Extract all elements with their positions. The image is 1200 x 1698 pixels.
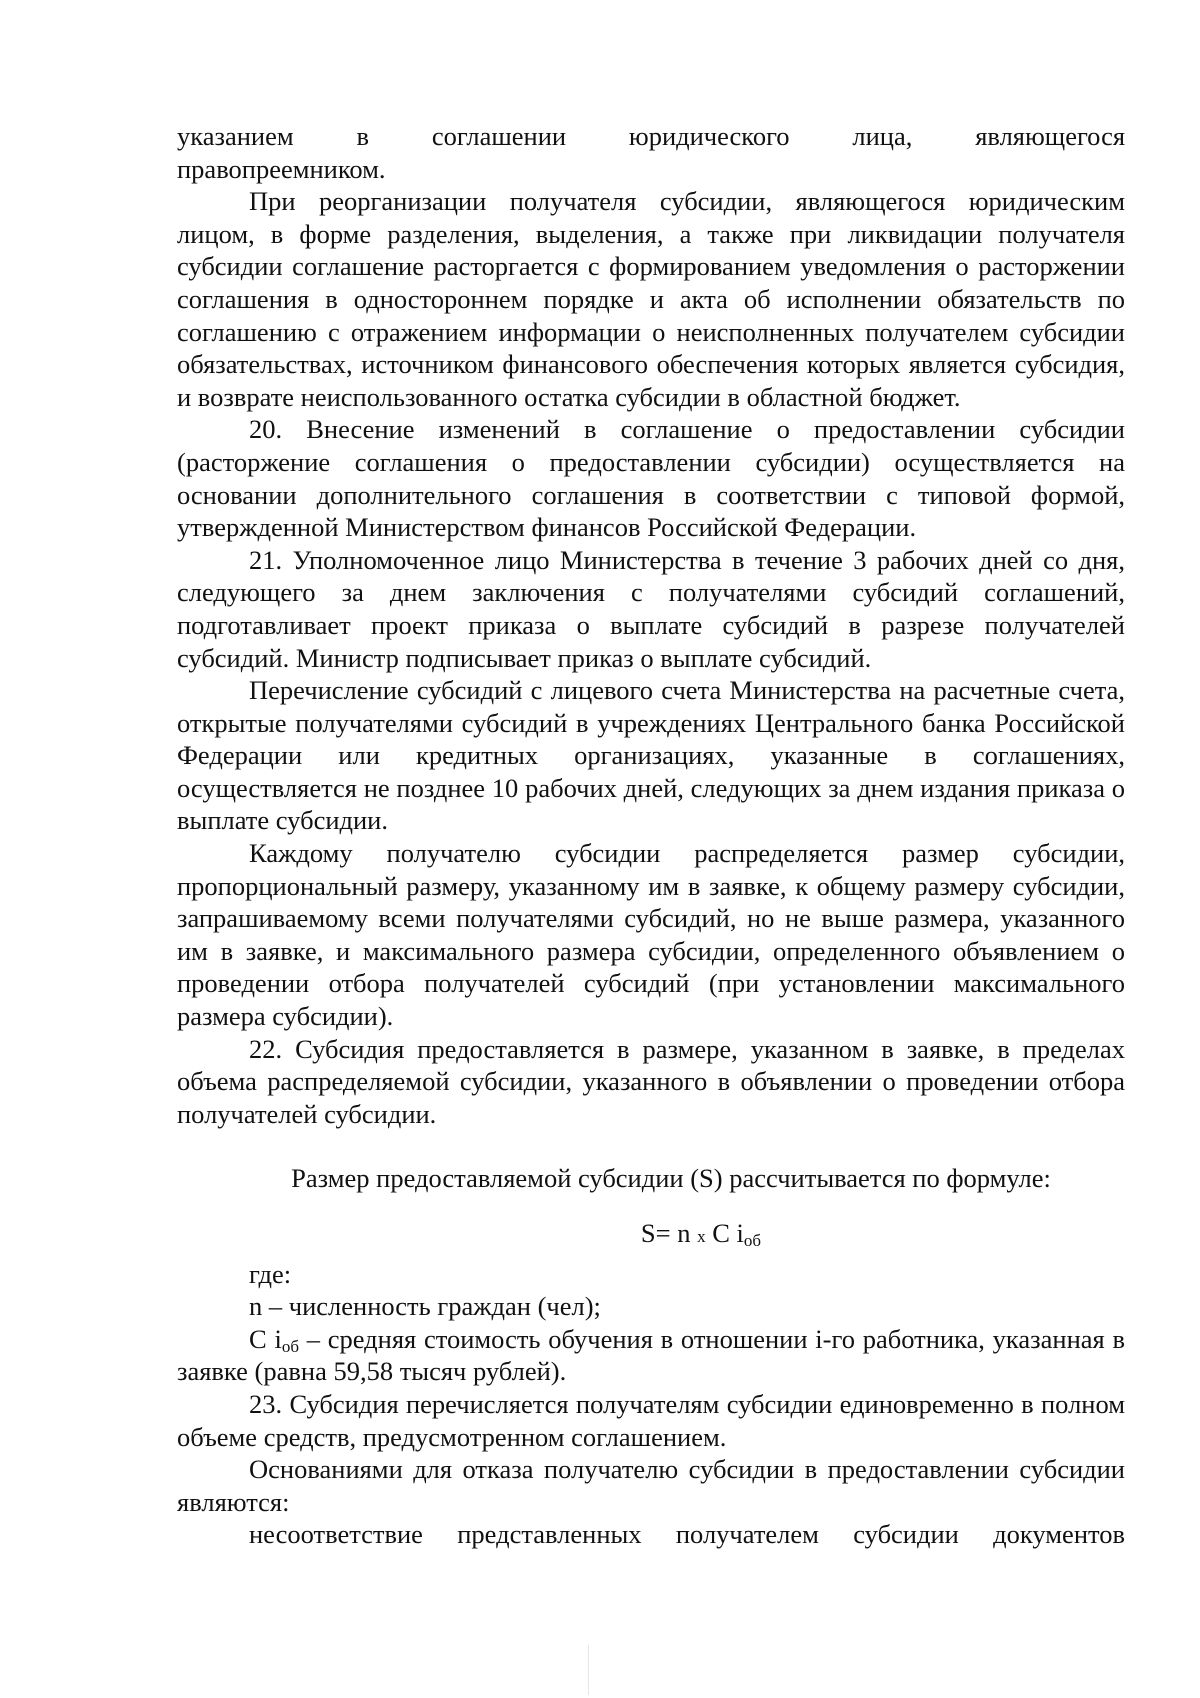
- formula-title: Размер предоставляемой субсидии (S) рассчитывается по формуле:: [291, 1163, 1051, 1194]
- paragraph-20: 20. Внесение изменений в соглашение о предоставлении субсидии (расторжение соглашения о предоставлении субсидии) осуществляется на основании дополнительного соглашения в соответствии с типовой формой, утвержденной Министерством финансов Российской Федерации.: [177, 414, 1125, 543]
- paragraph-21: 21. Уполномоченное лицо Министерства в течение 3 рабочих дней со дня, следующего за днем заключения с получателями субсидий соглашений, подготавливает проект приказа о выплате субсидий в разрезе получателей субсидий. Министр подписывает приказ о выплате субсидий.: [177, 544, 1125, 673]
- paragraph-23: 23. Субсидия перечисляется получателям субсидии единовременно в полном объеме средств, предусмотренном соглашением.: [177, 1388, 1125, 1452]
- formula-times: x: [697, 1227, 706, 1246]
- definition-n: n – численность граждан (чел);: [249, 1291, 601, 1322]
- word: лица,: [852, 121, 913, 151]
- continuation-line-1: [177, 120, 1125, 153]
- formula-lhs: S= n: [640, 1218, 691, 1248]
- definition-c: [177, 1323, 1125, 1388]
- paragraph-transfer: Перечисление субсидий с лицевого счета Министерства на расчетные счета, открытые получателями субсидий в учреждениях Центрального банка Российской Федерации или кредитных организациях, указанные в соглашениях, осуществляется не позднее 10 рабочих дней, следующих за днем издания приказа о выплате субсидии.: [177, 675, 1125, 836]
- paragraph-refusal: Основаниями для отказа получателю субсидии в предоставлении субсидии являются:: [177, 1454, 1125, 1517]
- c-symbol: C i: [249, 1323, 282, 1354]
- document-body: [177, 120, 1125, 1551]
- paragraph-mismatch: несоответствие представленных получателем субсидии документов: [249, 1519, 1125, 1550]
- c-subscript: об: [281, 1336, 299, 1356]
- scan-artifact-line: [588, 1645, 589, 1695]
- word: в: [356, 121, 369, 151]
- c-definition-text: – средняя стоимость обучения в отношении i-го работника, указанная в заявке (равна 59,58 тысяч рублей).: [177, 1323, 1125, 1387]
- formula-rhs: C i: [712, 1218, 744, 1248]
- word: юридического: [628, 121, 790, 151]
- formula: [177, 1217, 1125, 1254]
- paragraph-22: 22. Субсидия предоставляется в размере, указанном в заявке, в пределах объема распределяемой субсидии, указанного в объявлении о проведении отбора получателей субсидии.: [177, 1033, 1125, 1129]
- word: указанием: [177, 121, 294, 151]
- where-label: где:: [249, 1258, 292, 1289]
- paragraph-distribution: Каждому получателю субсидии распределяется размер субсидии, пропорциональный размеру, указанному им в заявке, к общему размеру субсидии, запрашиваемому всеми получателями субсидий, но не выше размера, указанного им в заявке, и максимального размера субсидии, определенного объявлением о проведении отбора получателей субсидий (при установлении максимального размера субсидии).: [177, 838, 1125, 1032]
- word: являющегося: [975, 121, 1126, 151]
- continuation-line-2: правопреемником.: [177, 153, 386, 184]
- formula-rhs-subscript: об: [743, 1231, 762, 1250]
- word: соглашении: [431, 121, 567, 151]
- paragraph-reorganization: При реорганизации получателя субсидии, являющегося юридическим лицом, в форме разделения, выделения, а также при ликвидации получателя субсидии соглашение расторгается с формированием уведомления о расторжении соглашения в одностороннем порядке и акта об исполнении обязательств по соглашению с отражением информации о неисполненных получателем субсидии обязательствах, источником финансового обеспечения которых является субсидия, и возврате неиспользованного остатка субсидии в областной бюджет.: [177, 186, 1125, 412]
